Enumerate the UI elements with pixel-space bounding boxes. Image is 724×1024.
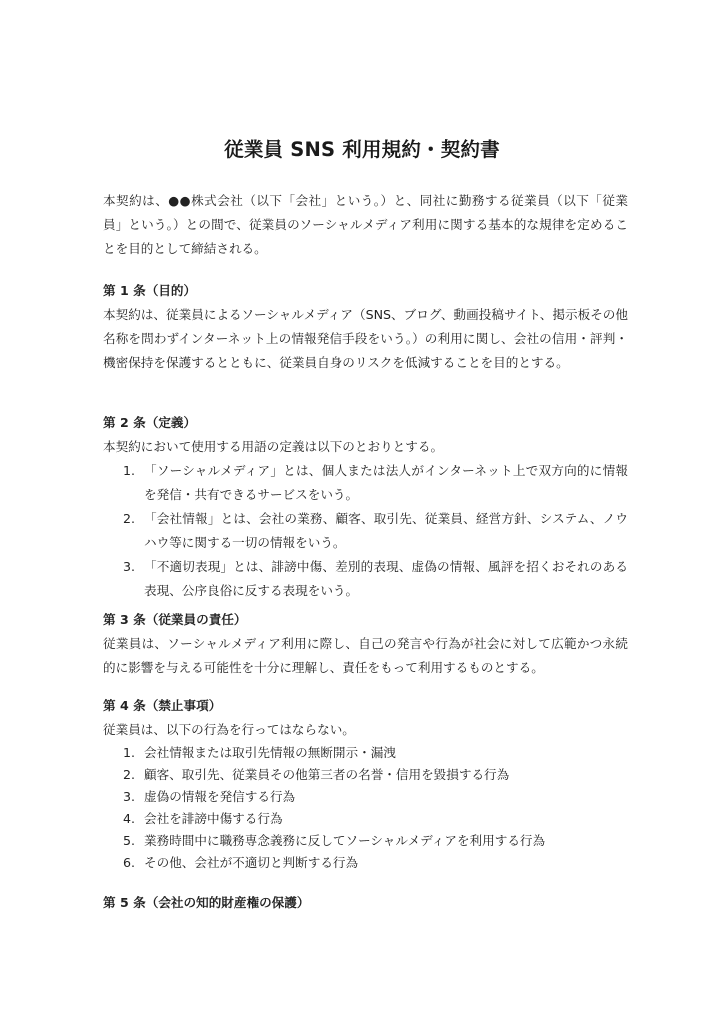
list-item-number: 5. <box>123 833 136 848</box>
document-title: 従業員 SNS 利用規約・契約書 <box>224 138 500 161</box>
list-item-text: 会社を誹謗中傷する行為 <box>144 811 283 826</box>
list-item-number: 1. <box>123 745 136 760</box>
article-5 <box>103 891 628 915</box>
article-2-definition-list <box>103 459 628 603</box>
list-item-text: 「会社情報」とは、会社の業務、顧客、取引先、従業員、経営方針、システム、ノウハウ等に関する一切の情報をいう。 <box>144 511 628 550</box>
list-item-number: 1. <box>123 463 136 478</box>
list-item <box>103 852 628 874</box>
list-item-text: 「不適切表現」とは、誹謗中傷、差別的表現、虚偽の情報、風評を招くおそれのある表現、公序良俗に反する表現をいう。 <box>144 559 629 598</box>
list-item-text: 業務時間中に職務専念義務に反してソーシャルメディアを利用する行為 <box>144 833 546 848</box>
article-2-heading: 第 2 条（定義） <box>103 415 197 430</box>
list-item-text: 顧客、取引先、従業員その他第三者の名誉・信用を毀損する行為 <box>144 767 510 782</box>
list-item <box>103 764 628 786</box>
list-item-number: 3. <box>123 789 136 804</box>
article-1-heading: 第 1 条（目的） <box>103 283 197 298</box>
article-1-body: 本契約は、従業員によるソーシャルメディア（SNS、ブログ、動画投稿サイト、掲示板その他名称を問わずインターネット上の情報発信手段をいう。）の利用に関し、会社の信用・評判・機密保持を保護するとともに、従業員自身のリスクを低減することを目的とする。 <box>103 307 628 370</box>
list-item <box>103 507 628 555</box>
list-item-text: 「ソーシャルメディア」とは、個人または法人がインターネット上で双方向的に情報を発信・共有できるサービスをいう。 <box>144 463 628 502</box>
article-2 <box>103 411 628 603</box>
list-item-text: 虚偽の情報を発信する行為 <box>144 789 296 804</box>
article-4 <box>103 694 628 874</box>
preamble-text: 本契約は、●●株式会社（以下「会社」という。）と、同社に勤務する従業員（以下「従業員」という。）との間で、従業員のソーシャルメディア利用に関する基本的な規律を定めることを目的として締結される。 <box>103 193 628 256</box>
list-item <box>103 808 628 830</box>
list-item <box>103 459 628 507</box>
article-3-heading: 第 3 条（従業員の責任） <box>103 612 247 627</box>
article-1 <box>103 279 628 375</box>
list-item-number: 6. <box>123 855 136 870</box>
list-item-number: 4. <box>123 811 136 826</box>
list-item-number: 3. <box>123 559 136 574</box>
list-item-text: その他、会社が不適切と判断する行為 <box>144 855 359 870</box>
list-item-text: 会社情報または取引先情報の無断開示・漏洩 <box>144 745 396 760</box>
list-item <box>103 786 628 808</box>
article-2-body: 本契約において使用する用語の定義は以下のとおりとする。 <box>103 439 444 454</box>
preamble-section <box>103 189 628 261</box>
list-item <box>103 742 628 764</box>
list-item <box>103 830 628 852</box>
article-3 <box>103 608 628 680</box>
list-item <box>103 555 628 603</box>
article-5-heading: 第 5 条（会社の知的財産権の保護） <box>103 895 310 910</box>
article-3-body: 従業員は、ソーシャルメディア利用に際し、自己の発言や行為が社会に対して広範かつ永続的に影響を与える可能性を十分に理解し、責任をもって利用するものとする。 <box>103 636 628 675</box>
list-item-number: 2. <box>123 511 136 526</box>
list-item-number: 2. <box>123 767 136 782</box>
article-4-prohibited-list <box>103 742 628 874</box>
article-4-body: 従業員は、以下の行為を行ってはならない。 <box>103 722 355 737</box>
article-4-heading: 第 4 条（禁止事項） <box>103 698 222 713</box>
